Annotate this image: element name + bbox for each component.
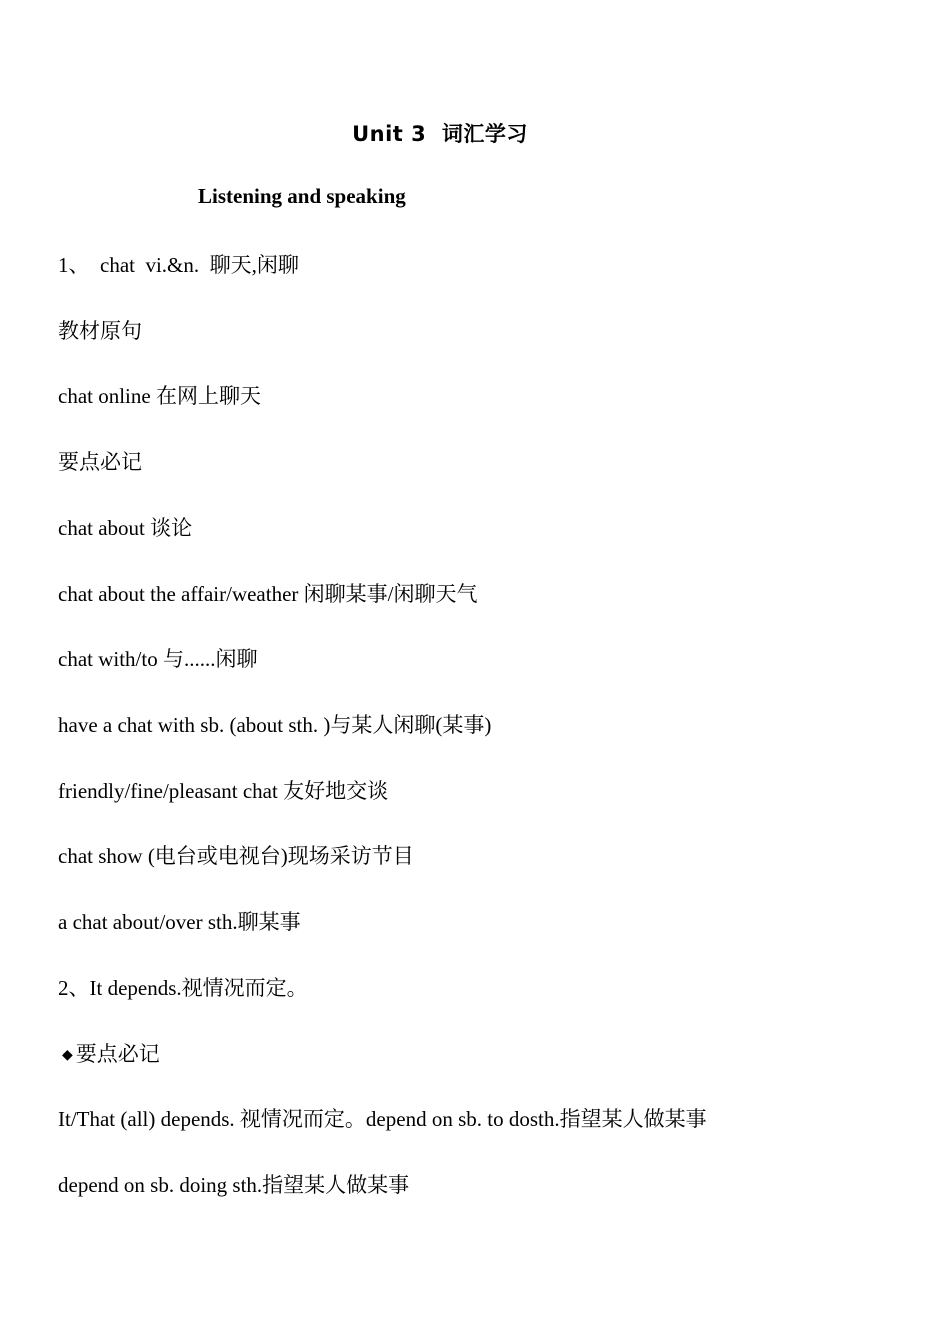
vocab-entry-heading: 1、 chat vi.&n. 聊天,闲聊 [58, 253, 299, 277]
list-item: chat about the affair/weather 闲聊某事/闲聊天气 [58, 582, 478, 606]
section-label: 要点必记 [75, 1042, 160, 1066]
list-item: chat show (电台或电视台)现场采访节目 [58, 844, 414, 868]
list-item: It/That (all) depends. 视情况而定。depend on sb. to dosth.指望某人做某事 [58, 1107, 707, 1131]
list-item: friendly/fine/pleasant chat 友好地交谈 [58, 779, 389, 803]
list-item: chat about 谈论 [58, 516, 193, 540]
section-label: 要点必记 [58, 450, 142, 474]
document-title: Unit 3 词汇学习 [352, 122, 528, 146]
section-label: 教材原句 [58, 319, 142, 343]
list-item: depend on sb. doing sth.指望某人做某事 [58, 1173, 410, 1197]
bulleted-section-label [58, 1040, 160, 1070]
list-item: chat with/to 与......闲聊 [58, 647, 258, 671]
list-item: chat online 在网上聊天 [58, 384, 261, 408]
diamond-bullet-icon: ◆ [62, 1048, 73, 1063]
list-item: have a chat with sb. (about sth. )与某人闲聊(某事) [58, 713, 492, 737]
vocab-entry-heading: 2、It depends.视情况而定。 [58, 976, 308, 1000]
list-item: a chat about/over sth.聊某事 [58, 910, 301, 934]
section-heading: Listening and speaking [198, 184, 406, 208]
